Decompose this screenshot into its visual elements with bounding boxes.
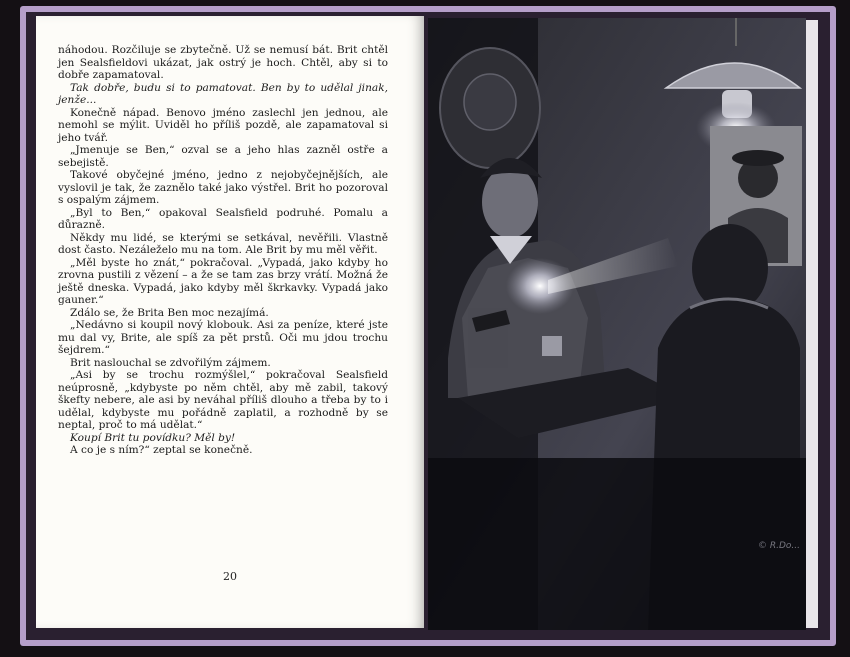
paragraph: Koupí Brit tu povídku? Měl by! bbox=[70, 431, 236, 444]
paragraph: náhodou. Rozčiluje se zbytečně. Už se nemusí bát. Brit chtěl jen Sealsfieldovi ukázat, jak ostrý je hoch. Chtěl, aby si to dobře zapamatoval. bbox=[58, 44, 388, 81]
hat-on-wall bbox=[440, 48, 540, 168]
right-page-illustration bbox=[428, 18, 806, 630]
paragraph: „Jmenuje se Ben,“ ozval se a jeho hlas zazněl ostře a sebejistě. bbox=[58, 144, 388, 169]
page-edge bbox=[806, 20, 818, 628]
paragraph: A co je s ním?“ zeptal se konečně. bbox=[70, 444, 253, 456]
paragraph: Brit naslouchal se zdvořilým zájmem. bbox=[70, 356, 271, 369]
artist-signature: © R.Do... bbox=[758, 541, 800, 551]
paragraph: „Asi by se trochu rozmýšlel,“ pokračoval Sealsfield neúprosně, „kdybyste po něm chtěl, aby mě zabil, takový škefty nebere, ale asi by neváhal příliš dlouho a třeba by to i udělal, kdybyste mu pořádně zaplatil, a rozhodně by se neptal, proč to má udělat.“ bbox=[58, 369, 388, 431]
paragraph: Tak dobře, budu si to pamatovat. Ben by to udělal jinak, jenže... bbox=[58, 81, 388, 106]
paragraph: „Nedávno si koupil nový klobouk. Asi za peníze, které jste mu dal vy, Brite, ale spíš za pět prstů. Oči mu jdou trochu šejdrem.“ bbox=[58, 319, 388, 356]
text-column bbox=[58, 44, 388, 457]
noir-illustration bbox=[428, 18, 806, 630]
paragraph: „Měl byste ho znát,“ pokračoval. „Vypadá, jako kdyby ho zrovna pustili z vězení – a že se tam zas brzy vrátí. Možná že ještě dneska. Vypadá, jako kdyby měl škrkavky. Vypadá jako gauner.“ bbox=[58, 256, 388, 306]
paragraph: „Byl to Ben,“ opakoval Sealsfield podruhé. Pomalu a důrazně. bbox=[58, 206, 388, 231]
page-number: 20 bbox=[223, 570, 237, 583]
paragraph: Zdálo se, že Brita Ben moc nezajímá. bbox=[70, 306, 269, 319]
paragraph: Konečně nápad. Benovo jméno zaslechl jen jednou, ale nemohl se mýlit. Uviděl ho příliš pozdě, ale zapamatoval si jeho tvář. bbox=[58, 106, 388, 144]
paragraph: Takové obyčejné jméno, jedno z nejobyčejnějších, ale vyslovil je tak, že zaznělo také jako výstřel. Brit ho pozoroval s ospalým zájmem. bbox=[58, 169, 388, 206]
paragraph: Někdy mu lidé, se kterými se setkával, nevěřili. Vlastně dost často. Nezáleželo mu na tom. Ale Brit by mu měl věřit. bbox=[58, 231, 388, 256]
